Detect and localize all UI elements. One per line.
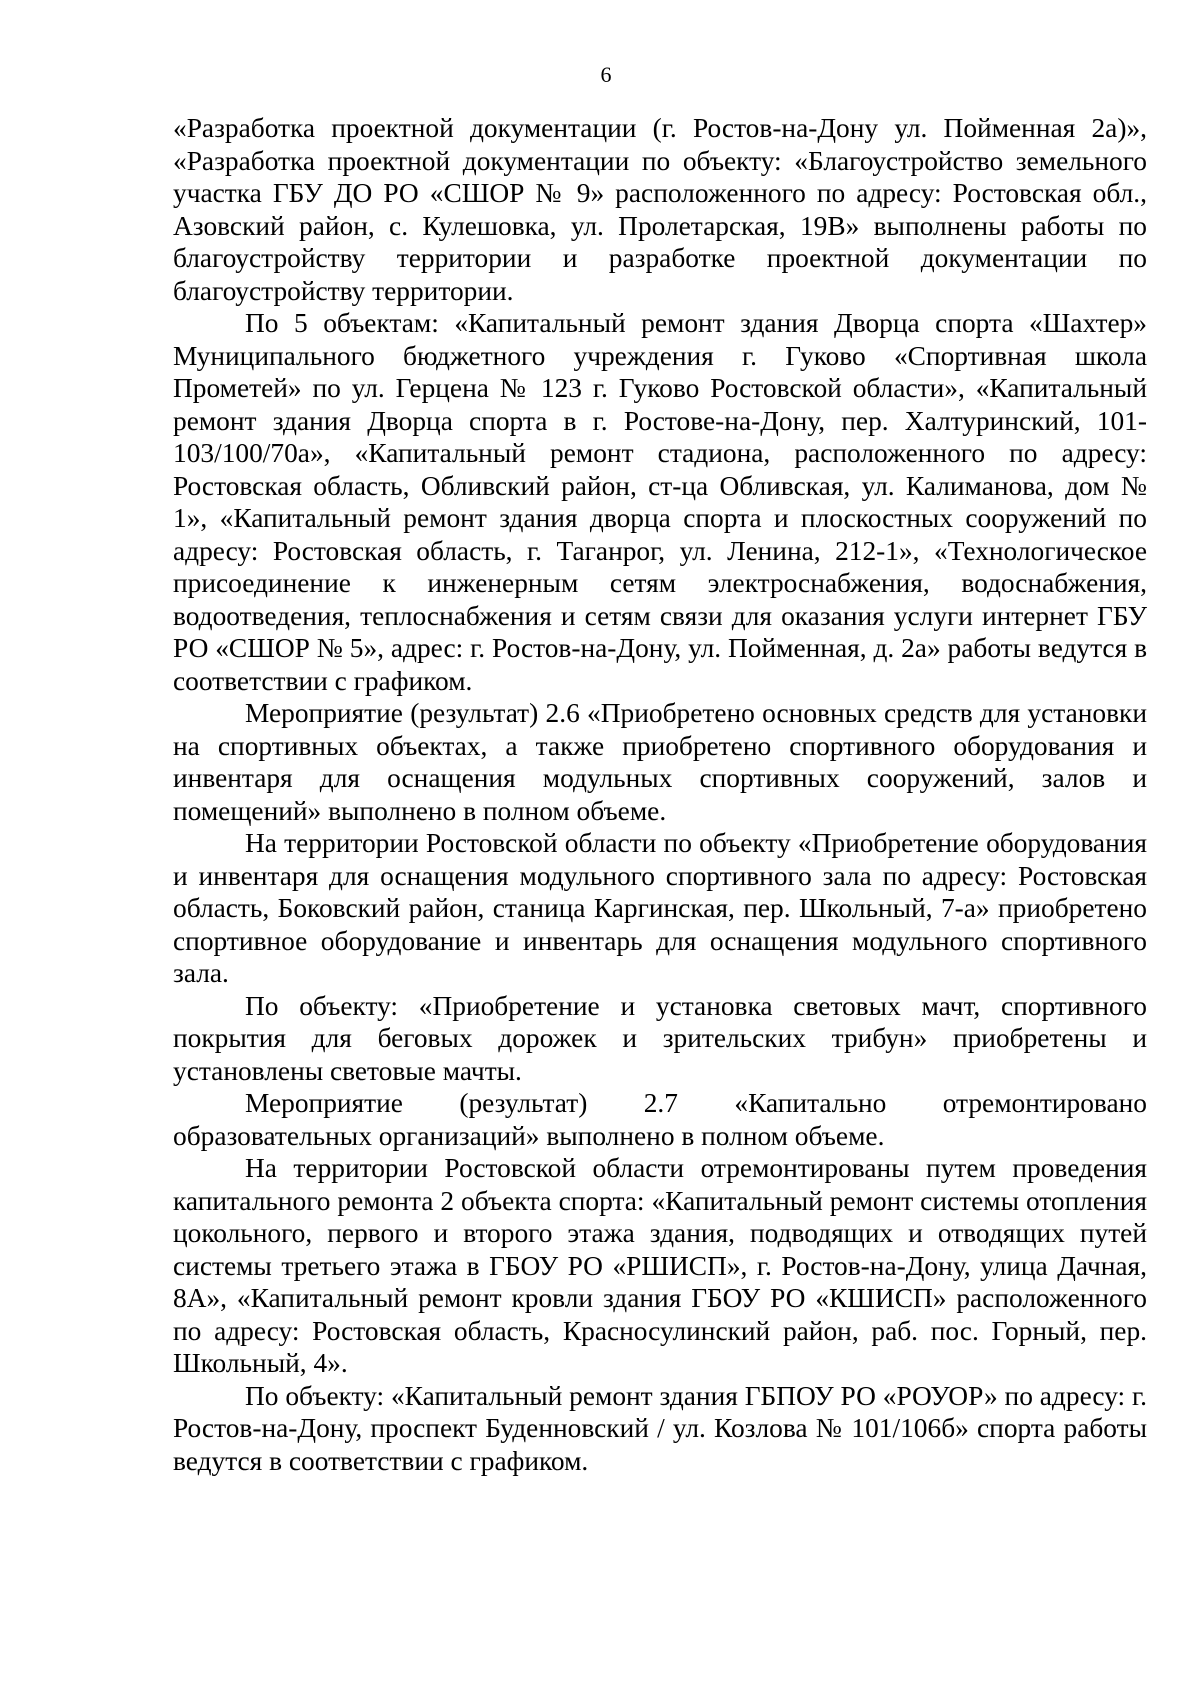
- paragraph-2: По 5 объектам: «Капитальный ремонт здания Дворца спорта «Шахтер» Муниципального бюджетного учреждения г. Гуково «Спортивная школа Прометей» по ул. Герцена № 123 г. Гуково Ростовской области», «Капитальный ремонт здания Дворца спорта в г. Ростове-на-Дону, пер. Халтуринский, 101-103/100/70а», «Капитальный ремонт стадиона, расположенного по адресу: Ростовская область, Обливский район, ст-ца Обливская, ул. Калиманова, дом № 1», «Капитальный ремонт здания дворца спорта и плоскостных сооружений по адресу: Ростовская область, г. Таганрог, ул. Ленина, 212-1», «Технологическое присоединение к инженерным сетям электроснабжения, водоснабжения, водоотведения, теплоснабжения и сетям связи для оказания услуги интернет ГБУ РО «СШОР № 5», адрес: г. Ростов-на-Дону, ул. Пойменная, д. 2а» работы ведутся в соответствии с графиком.: [173, 308, 1147, 696]
- paragraph-4: На территории Ростовской области по объекту «Приобретение оборудования и инвентаря для оснащения модульного спортивного зала по адресу: Ростовская область, Боковский район, станица Каргинская, пер. Школьный, 7-а» приобретено спортивное оборудование и инвентарь для оснащения модульного спортивного зала.: [173, 828, 1147, 988]
- paragraph-6: Мероприятие (результат) 2.7 «Капитально отремонтировано образовательных организаций» выполнено в полном объеме.: [173, 1088, 1147, 1151]
- page-number: 6: [600, 62, 612, 87]
- paragraph-7: На территории Ростовской области отремонтированы путем проведения капитального ремонта 2 объекта спорта: «Капитальный ремонт системы отопления цокольного, первого и второго этажа здания, подводящих и отводящих путей системы третьего этажа в ГБОУ РО «РШИСП», г. Ростов-на-Дону, улица Дачная, 8А», «Капитальный ремонт кровли здания ГБОУ РО «КШИСП» расположенного по адресу: Ростовская область, Красносулинский район, раб. пос. Горный, пер. Школьный, 4».: [173, 1153, 1147, 1378]
- paragraph-8: По объекту: «Капитальный ремонт здания ГБПОУ РО «РОУОР» по адресу: г. Ростов-на-Дону, проспект Буденновский / ул. Козлова № 101/106б» спорта работы ведутся в соответствии с графиком.: [173, 1380, 1147, 1476]
- document-body: [173, 112, 1147, 1477]
- paragraph-1: «Разработка проектной документации (г. Ростов-на-Дону ул. Пойменная 2а)», «Разработка проектной документации по объекту: «Благоустройство земельного участка ГБУ ДО РО «СШОР № 9» расположенного по адресу: Ростовская обл., Азовский район, с. Кулешовка, ул. Пролетарская, 19В» выполнены работы по благоустройству территории и разработке проектной документации по благоустройству территории.: [173, 113, 1147, 306]
- paragraph-3: Мероприятие (результат) 2.6 «Приобретено основных средств для установки на спортивных объектах, а также приобретено спортивного оборудования и инвентаря для оснащения модульных спортивных сооружений, залов и помещений» выполнено в полном объеме.: [173, 698, 1147, 826]
- paragraph-5: По объекту: «Приобретение и установка световых мачт, спортивного покрытия для беговых дорожек и зрительских трибун» приобретены и установлены световые мачты.: [173, 990, 1147, 1086]
